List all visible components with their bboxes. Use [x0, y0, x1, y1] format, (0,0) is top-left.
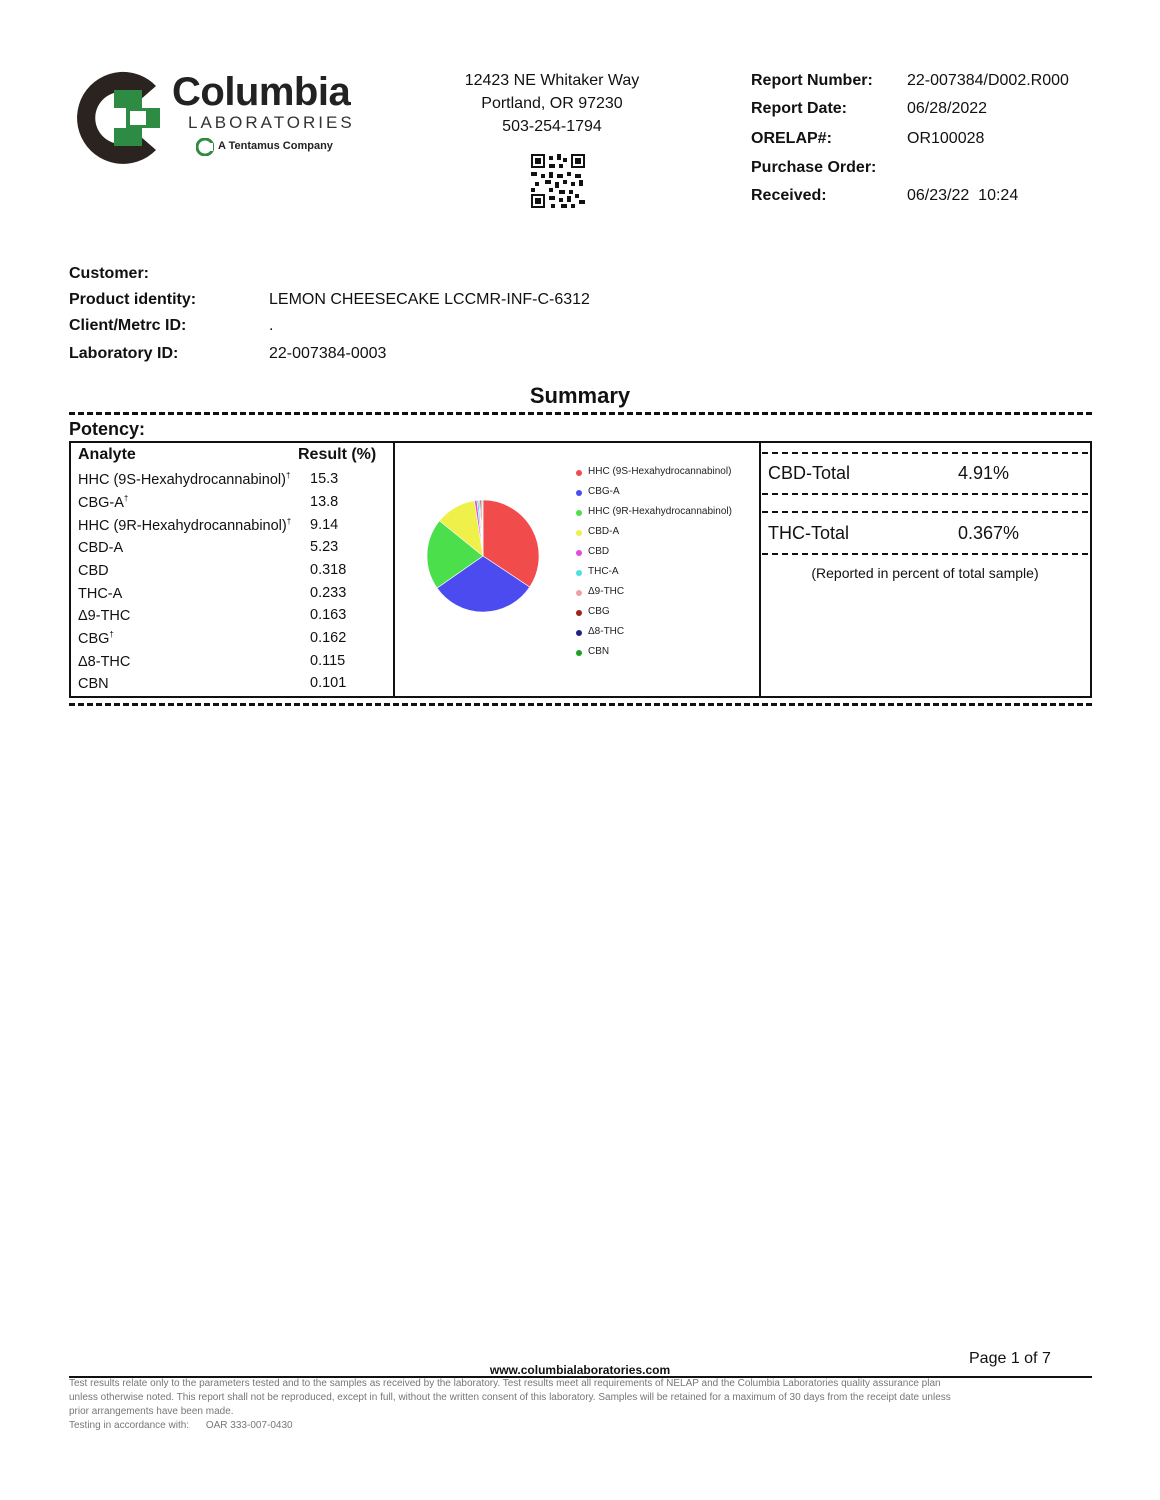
received-label: Received: [751, 187, 827, 204]
purchase-order-label: Purchase Order: [751, 159, 877, 176]
disclaimer-line: prior arrangements have been made. [69, 1406, 234, 1417]
legend-swatch [576, 470, 582, 476]
legend-swatch [576, 530, 582, 536]
page-number: Page 1 of 7 [969, 1350, 1051, 1367]
totals-divider [762, 493, 1088, 495]
summary-divider-top [69, 412, 1092, 415]
logo-tagline: A Tentamus Company [218, 140, 333, 152]
result-value: 0.162 [310, 630, 347, 646]
client-id: . [269, 317, 274, 334]
potency-column-divider [393, 441, 395, 698]
result-value: 9.14 [310, 517, 339, 533]
analyte-name: CBN [78, 675, 109, 692]
logo-subtitle: LABORATORIES [188, 113, 355, 132]
analyte-header: Analyte [78, 446, 136, 463]
result-value: 0.115 [310, 653, 346, 669]
analyte-name: HHC (9S-Hexahydrocannabinol) [78, 471, 286, 488]
report-date-label: Report Date: [751, 100, 848, 117]
legend-swatch [576, 590, 582, 596]
legend-label: CBN [588, 646, 610, 657]
analyte-name: THC-A [78, 585, 123, 602]
laboratory-id-label: Laboratory ID: [69, 345, 179, 362]
potency-pie-chart [420, 493, 546, 619]
table-row [78, 675, 109, 692]
footnote-mark: † [286, 517, 292, 526]
website-link[interactable]: www.columbialaboratories.com [489, 1363, 671, 1377]
result-value: 0.163 [310, 607, 347, 623]
legend-swatch [576, 550, 582, 556]
legend-label: CBG [588, 606, 610, 617]
totals-divider [762, 553, 1088, 555]
legend-label: CBD [588, 546, 610, 557]
totals-divider [762, 452, 1088, 454]
logo-wordmark: Columbia [172, 70, 351, 114]
analyte-name: Δ8-THC [78, 653, 131, 670]
cbd-total-label: CBD-Total [768, 463, 851, 483]
legend-label: Δ9-THC [588, 586, 625, 597]
thc-total-label: THC-Total [768, 523, 850, 543]
report-date: 06/28/2022 [907, 100, 988, 117]
cbd-total-value: 4.91% [958, 463, 1010, 483]
analyte-name: CBG-A [78, 494, 124, 511]
table-row [78, 562, 109, 579]
legend-label: CBD-A [588, 526, 620, 537]
product-identity: LEMON CHEESECAKE LCCMR-INF-C-6312 [269, 291, 590, 308]
address-phone: 503-254-1794 [502, 118, 602, 135]
analyte-name: CBD [78, 562, 109, 579]
legend-label: CBG-A [588, 486, 620, 497]
address-city: Portland, OR 97230 [481, 95, 623, 112]
legend-label: HHC (9R-Hexahydrocannabinol) [588, 506, 732, 517]
legend-swatch [576, 490, 582, 496]
result-value: 5.23 [310, 539, 339, 555]
qr-code-icon [531, 154, 585, 208]
orelap-label: ORELAP#: [751, 130, 832, 147]
potency-label: Potency: [69, 419, 146, 439]
result-value: 0.101 [310, 675, 347, 691]
table-row [78, 630, 114, 647]
table-row [78, 585, 122, 602]
client-id-label: Client/Metrc ID: [69, 317, 187, 334]
legend-swatch [576, 630, 582, 636]
totals-divider [762, 511, 1088, 513]
result-value: 13.8 [310, 494, 339, 510]
footnote-mark: † [123, 494, 129, 503]
legend-label: Δ8-THC [588, 626, 625, 637]
footnote-mark: † [109, 630, 114, 639]
result-value: 15.3 [310, 471, 339, 487]
result-value: 0.233 [310, 585, 347, 601]
testing-accordance-label: Testing in accordance with: [69, 1420, 190, 1431]
analyte-name: HHC (9R-Hexahydrocannabinol) [78, 517, 287, 534]
potency-column-divider [759, 441, 761, 698]
table-row [78, 653, 130, 670]
testing-accordance-value: OAR 333-007-0430 [205, 1420, 293, 1431]
legend-label: THC-A [588, 566, 619, 577]
footnote-mark: † [285, 471, 291, 480]
analyte-name: CBG [78, 630, 110, 647]
product-identity-label: Product identity: [69, 291, 197, 308]
address-street: 12423 NE Whitaker Way [464, 72, 640, 89]
testing-accordance [69, 1420, 1092, 1431]
laboratory-id: 22-007384-0003 [269, 345, 387, 362]
legend-label: HHC (9S-Hexahydrocannabinol) [588, 466, 732, 477]
analyte-name: CBD-A [78, 539, 124, 556]
table-row [78, 539, 123, 556]
table-row [78, 607, 130, 624]
disclaimer-line: unless otherwise noted. This report shall not be reproduced, except in full, without the written consent of this laboratory. Samples will be retained for a maximum of 30 days from the receipt date unless [69, 1392, 951, 1403]
thc-total-value: 0.367% [958, 523, 1020, 543]
table-row [78, 471, 290, 488]
summary-title: Summary [529, 383, 631, 408]
legend-swatch [576, 570, 582, 576]
report-number: 22-007384/D002.R000 [907, 72, 1069, 89]
disclaimer-line: Test results relate only to the parameters tested and to the samples as received by the laboratory. Test results meet all requirements of NELAP and the Columbia Laboratories quality assurance plan [69, 1378, 941, 1389]
table-row [78, 517, 291, 534]
legend-swatch [576, 650, 582, 656]
analyte-name: Δ9-THC [78, 607, 131, 624]
customer-label: Customer: [69, 265, 150, 282]
orelap-number: OR100028 [907, 130, 985, 147]
result-value: 0.318 [310, 562, 347, 578]
columbia-logo-mark [70, 68, 170, 168]
received-datetime: 06/23/22 10:24 [907, 187, 1019, 204]
legend-swatch [576, 510, 582, 516]
tentamus-icon [196, 138, 214, 156]
reported-note: (Reported in percent of total sample) [811, 565, 1039, 581]
legend-swatch [576, 610, 582, 616]
table-row [78, 494, 128, 511]
report-number-label: Report Number: [751, 72, 873, 89]
summary-divider-bottom [69, 703, 1092, 706]
result-header: Result (%) [298, 446, 377, 463]
